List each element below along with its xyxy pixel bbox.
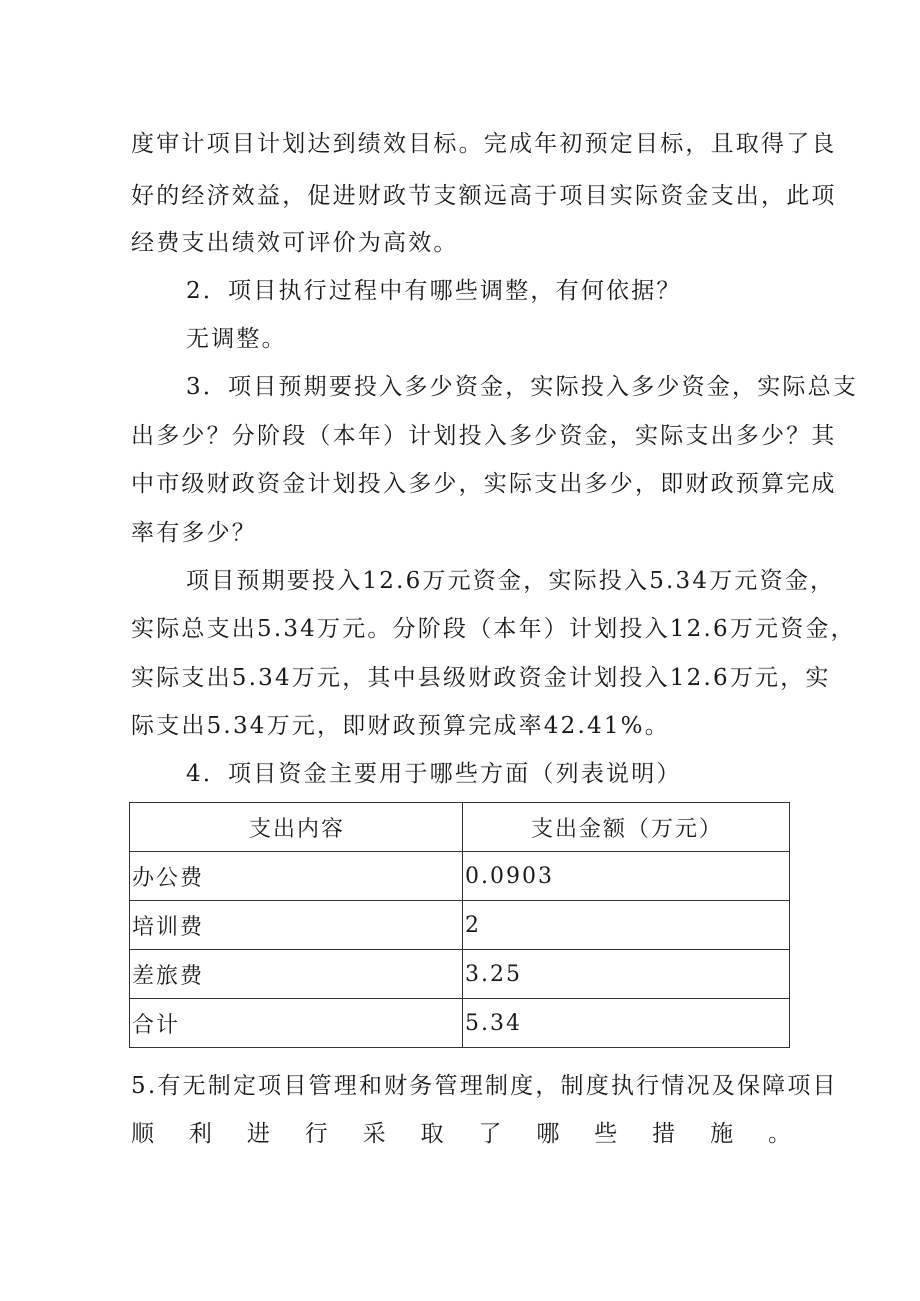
spread-char: 进 <box>246 1121 270 1147</box>
row-amount: 2 <box>463 901 790 950</box>
spread-char: 利 <box>188 1121 212 1147</box>
spread-char: 施 <box>710 1121 734 1147</box>
header-content: 支出内容 <box>130 803 463 852</box>
row-amount: 5.34 <box>463 999 790 1048</box>
answer-3-line: 实际支出5.34万元，其中县级财政资金计划投入12.6万元，实 <box>131 665 831 691</box>
spread-char: 措 <box>652 1121 676 1147</box>
spread-char: 取 <box>420 1121 444 1147</box>
question-2: 2．项目执行过程中有哪些调整，有何依据？ <box>186 278 682 304</box>
table-row <box>130 950 790 999</box>
row-amount: 3.25 <box>463 950 790 999</box>
answer-3-line: 实际总支出5.34万元。分阶段（本年）计划投入12.6万元资金， <box>131 616 856 642</box>
question-3-line: 率有多少？ <box>131 520 257 546</box>
question-4: 4．项目资金主要用于哪些方面（列表说明） <box>186 761 682 787</box>
spread-char: 了 <box>478 1121 502 1147</box>
header-amount: 支出金额（万元） <box>463 803 790 852</box>
spread-char: 哪 <box>536 1121 560 1147</box>
spread-char: 些 <box>594 1121 618 1147</box>
row-amount: 0.0903 <box>463 852 790 901</box>
paragraph-line: 经费支出绩效可评价为高效。 <box>131 230 459 256</box>
question-5-line: 5.有无制定项目管理和财务管理制度，制度执行情况及保障项目 <box>131 1073 838 1099</box>
paragraph-line: 好的经济效益，促进财政节支额远高于项目实际资金支出，此项 <box>131 183 837 209</box>
table-row-total <box>130 999 790 1048</box>
spread-char: 行 <box>304 1121 328 1147</box>
row-item: 合计 <box>130 999 463 1048</box>
answer-2: 无调整。 <box>186 326 287 352</box>
table-row <box>130 852 790 901</box>
question-5-spread-line <box>131 1119 791 1149</box>
table-row <box>130 901 790 950</box>
question-3-line: 出多少？分阶段（本年）计划投入多少资金，实际支出多少？其 <box>131 423 837 449</box>
spread-char: 。 <box>767 1121 791 1147</box>
question-3-line: 中市级财政资金计划投入多少，实际支出多少，即财政预算完成 <box>131 471 837 497</box>
expense-table <box>129 802 790 1048</box>
row-item: 培训费 <box>130 901 463 950</box>
row-item: 办公费 <box>130 852 463 901</box>
spread-char: 采 <box>362 1121 386 1147</box>
answer-3-line: 际支出5.34万元，即财政预算完成率42.41%。 <box>131 713 670 739</box>
paragraph-line: 度审计项目计划达到绩效目标。完成年初预定目标，且取得了良 <box>131 131 837 157</box>
question-3-line: 3．项目预期要投入多少资金，实际投入多少资金，实际总支 <box>186 374 859 400</box>
answer-3-line: 项目预期要投入12.6万元资金，实际投入5.34万元资金， <box>186 568 836 594</box>
spread-char: 顺 <box>131 1121 154 1147</box>
table-header-row <box>130 803 790 852</box>
row-item: 差旅费 <box>130 950 463 999</box>
